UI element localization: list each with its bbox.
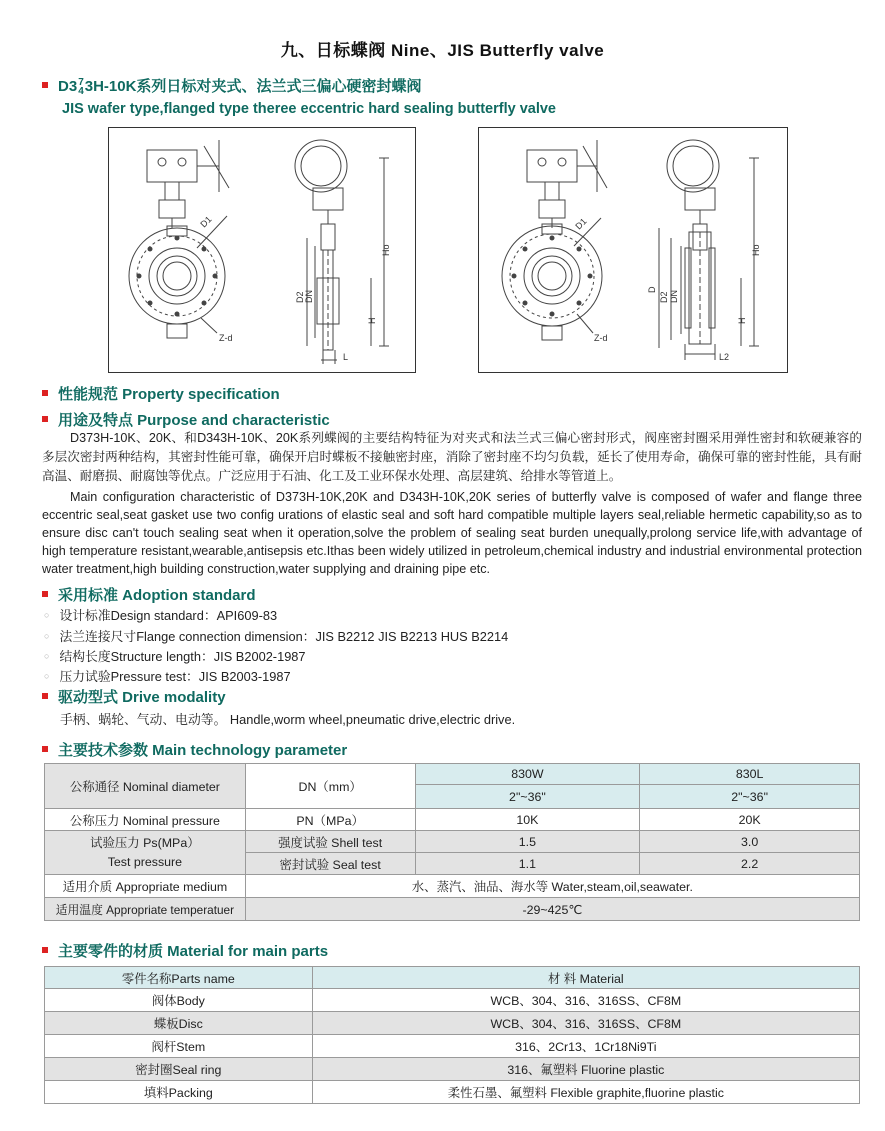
circle-bullet-icon: ○	[44, 631, 50, 641]
label-h-flanged: H	[737, 317, 747, 324]
cell-830l: 830L	[640, 764, 860, 785]
cell-material: WCB、304、316、316SS、CF8M	[312, 1012, 859, 1035]
cell-part: 密封圈Seal ring	[45, 1058, 313, 1081]
standard-item: ○ 设计标准Design standard：API609-83	[44, 608, 278, 623]
cell-shell-l: 3.0	[640, 831, 860, 853]
cell-shell-w: 1.5	[415, 831, 640, 853]
circle-bullet-icon: ○	[44, 671, 50, 681]
drawing-flanged-type	[478, 127, 788, 373]
table-row	[45, 898, 860, 921]
circle-bullet-icon: ○	[44, 651, 50, 661]
purpose-en: Main configuration characteristic of D373H-10K,20K and D343H-10K,20K series of butterfly valve is composed of wafer and flange three eccentric seal,seat gasket use two config urations of elastic seal and soft hard compatible multiple layers seal,reliable hermetic capability,so as to ensure disc can't touch sealing seat when it operation,solve the problem of sealing seat burden unequally,prolong service life,with advantage of high temperature resistant,wearable,antisepsis etc.Ithas been widely utilized in petroleum,chemical industry and industrial environmental protection water treatment,high building construction,water supplying and draining pipe etc.	[42, 490, 862, 576]
standard-item: ○ 压力试验Pressure test：JIS B2003-1987	[44, 669, 291, 684]
cell-shell-test: 强度试验 Shell test	[245, 831, 415, 853]
flanged-valve-drawing	[479, 128, 787, 372]
table-row	[45, 831, 860, 853]
cell-pn-l: 20K	[640, 809, 860, 831]
page-title: 九、日标蝶阀 Nine、JIS Butterfly valve	[280, 41, 605, 60]
label-h: H	[367, 317, 377, 324]
cell-part: 阀杆Stem	[45, 1035, 313, 1058]
table-row	[45, 1035, 860, 1058]
label-d2-flanged: D2	[659, 291, 669, 303]
section-tech: 主要技术参数 Main technology parameter	[42, 739, 347, 760]
drawing-wafer-type	[108, 127, 416, 373]
label-d2: D2	[295, 291, 305, 303]
tech-parameter-table	[44, 763, 860, 921]
purpose-cn: D373H-10K、20K、和D343H-10K、20K系列蝶阀的主要结构特征为对夹式和法兰式三偏心密封形式，阀座密封圈采用弹性密封和软硬兼容的多层次密封两种结构，其密封性能可靠，确保开启时蝶板不接触密封座，消除了密封座不均匀负载，延长了使用寿命，确保可靠的密封性能，具有耐高温、耐磨损、耐腐蚀等优点。广泛应用于石油、化工及工业环保水处理、高层建筑、给排水等管道上。	[42, 431, 862, 483]
cell-test-pressure: 试验压力 Ps(MPa） Test pressure	[45, 831, 246, 875]
label-dn-flanged: DN	[669, 290, 679, 303]
label-l2-flanged: L2	[719, 352, 730, 362]
label-ho-flanged: Ho	[751, 244, 761, 256]
header-material: 材 料 Material	[312, 967, 859, 989]
table-row	[45, 1058, 860, 1081]
label-l: L	[343, 352, 349, 362]
cell-part: 阀体Body	[45, 989, 313, 1012]
cell-material: 316、2Cr13、1Cr18Ni9Ti	[312, 1035, 859, 1058]
table-row	[45, 764, 860, 785]
table-row	[45, 1012, 860, 1035]
bullet-icon	[42, 746, 48, 752]
drive-text: 手柄、蜗轮、气动、电动等。 Handle,worm wheel,pneumatic drive,electric drive.	[60, 712, 516, 727]
table-row	[45, 809, 860, 831]
header-parts-name: 零件名称Parts name	[45, 967, 313, 989]
model-english: JIS wafer type,flanged type theree eccentric hard sealing butterfly valve	[62, 101, 556, 117]
cell-size-l: 2"~36"	[640, 785, 860, 809]
bullet-icon	[42, 390, 48, 396]
bullet-icon	[42, 82, 48, 88]
label-ho: Ho	[381, 244, 391, 256]
cell-temp-value: -29~425℃	[245, 898, 859, 921]
cell-pn-unit: PN（MPa）	[245, 809, 415, 831]
cell-seal-w: 1.1	[415, 853, 640, 875]
cell-temp-label: 适用温度 Appropriate temperatuer	[45, 898, 246, 921]
label-zd-flanged: Z-d	[594, 333, 608, 343]
cell-medium-value: 水、蒸汽、油品、海水等 Water,steam,oil,seawater.	[245, 875, 859, 898]
model-fraction: 7 4	[78, 77, 84, 98]
label-d1-flanged: D1	[573, 216, 589, 232]
cell-size-w: 2"~36"	[415, 785, 640, 809]
cell-medium-label: 适用介质 Appropriate medium	[45, 875, 246, 898]
section-drive: 驱动型式 Drive modality	[42, 686, 226, 707]
model-heading: D3 7 4 3H-10K系列日标对夹式、法兰式三偏心硬密封蝶阀	[42, 75, 421, 96]
bullet-icon	[42, 591, 48, 597]
table-row	[45, 1081, 860, 1104]
wafer-valve-drawing	[109, 128, 415, 372]
cell-material: 316、氟塑料 Fluorine plastic	[312, 1058, 859, 1081]
label-zd: Z-d	[219, 333, 233, 343]
bullet-icon	[42, 416, 48, 422]
standard-item: ○ 结构长度Structure length：JIS B2002-1987	[44, 649, 306, 664]
bullet-icon	[42, 947, 48, 953]
cell-seal-test: 密封试验 Seal test	[245, 853, 415, 875]
table-row	[45, 967, 860, 989]
cell-part: 蝶板Disc	[45, 1012, 313, 1035]
bullet-icon	[42, 693, 48, 699]
cell-830w: 830W	[415, 764, 640, 785]
cell-nominal-diameter: 公称通径 Nominal diameter	[45, 764, 246, 809]
circle-bullet-icon: ○	[44, 610, 50, 620]
cell-dn-unit: DN（mm）	[245, 764, 415, 809]
table-row	[45, 989, 860, 1012]
section-adoption: 采用标准 Adoption standard	[42, 584, 256, 605]
cell-nominal-pressure: 公称压力 Nominal pressure	[45, 809, 246, 831]
section-property: 性能规范 Property specification	[42, 383, 280, 404]
label-dn: DN	[304, 290, 314, 303]
material-table	[44, 966, 860, 1104]
cell-part: 填料Packing	[45, 1081, 313, 1104]
cell-seal-l: 2.2	[640, 853, 860, 875]
label-d1: D1	[198, 214, 214, 230]
standard-item: ○ 法兰连接尺寸Flange connection dimension：JIS B2212 JIS B2213 HUS B2214	[44, 629, 509, 644]
cell-material: 柔性石墨、氟塑料 Flexible graphite,fluorine plastic	[312, 1081, 859, 1104]
section-material: 主要零件的材质 Material for main parts	[42, 940, 328, 961]
section-purpose: 用途及特点 Purpose and characteristic	[42, 409, 330, 430]
table-row	[45, 875, 860, 898]
cell-pn-w: 10K	[415, 809, 640, 831]
cell-material: WCB、304、316、316SS、CF8M	[312, 989, 859, 1012]
purpose-text	[42, 429, 862, 578]
label-d-flanged: D	[647, 286, 657, 293]
